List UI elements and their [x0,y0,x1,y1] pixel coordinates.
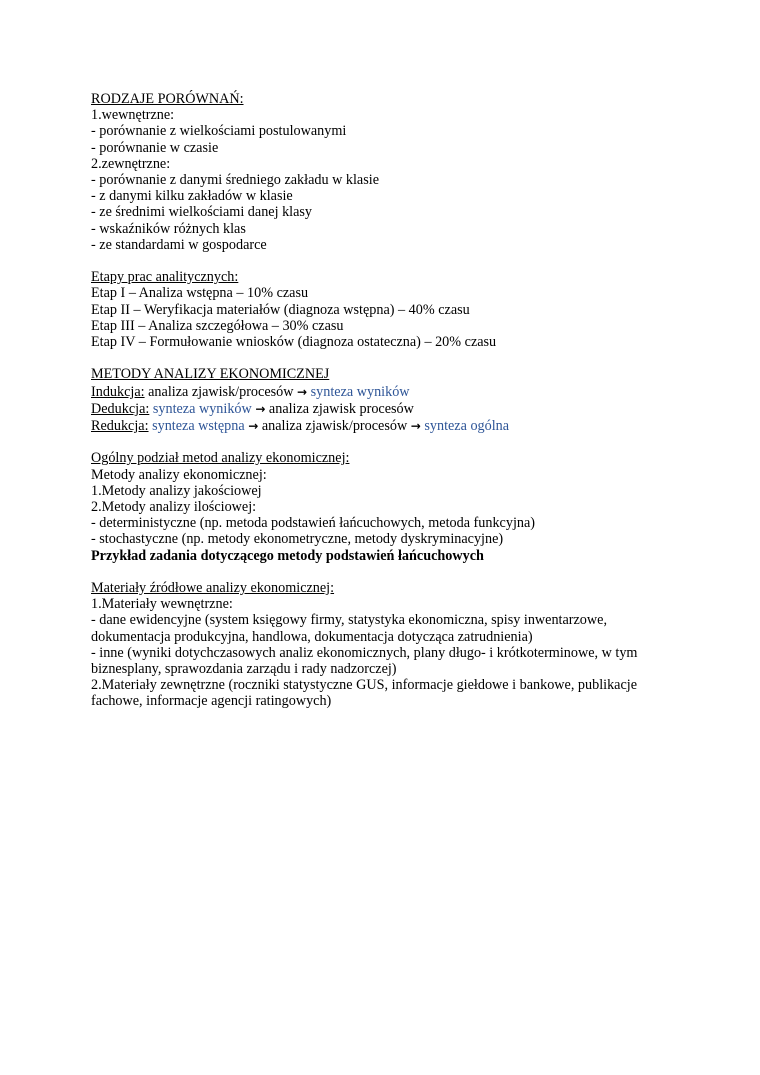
section-heading-materialy: Materiały źródłowe analizy ekonomicznej: [91,580,335,597]
spacer [91,434,651,450]
redukcja-step-b: analiza zjawisk/procesów [261,418,408,435]
document-content [91,91,651,710]
dedukcja-line [91,401,651,417]
stage-line: Etap I – Analiza wstępna – 10% czasu [91,285,309,302]
redukcja-line [91,418,651,434]
text-line: 2.Metody analizy ilościowej: [91,499,257,516]
section-heading-podzial: Ogólny podział metod analizy ekonomicznej: [91,450,350,467]
text-line: 1.Metody analizy jakościowej [91,482,262,499]
text-line: 1.wewnętrzne: [91,107,175,124]
section-heading-metody: METODY ANALIZY EKONOMICZNEJ [91,366,330,383]
dedukcja-label: Dedukcja: [91,400,150,417]
list-item: - porównanie z danymi średniego zakładu w klasie [91,172,379,189]
list-item: - stochastyczne (np. metody ekonometryczne, metody dyskryminacyjne) [91,531,504,548]
list-item: - inne (wyniki dotychczasowych analiz ekonomicznych, plany długo- i krótkoterminowe, w tym biznesplany, sprawozdania zarządu i rady nadzorczej) [91,644,638,678]
arrow-right-icon: → [410,419,421,434]
list-item: - wskaźników różnych klas [91,220,246,237]
list-item: - ze średnimi wielkościami danej klasy [91,204,313,221]
stage-line: Etap II – Weryfikacja materiałów (diagnoza wstępna) – 40% czasu [91,301,470,318]
section-heading-etapy: Etapy prac analitycznych: [91,269,239,286]
indukcja-step-a: analiza zjawisk/procesów [148,383,294,400]
redukcja-step-a: synteza wstępna [152,418,245,435]
stage-line: Etap IV – Formułowanie wniosków (diagnoza ostateczna) – 20% czasu [91,334,497,351]
list-item: - ze standardami w gospodarce [91,236,267,253]
list-item: - dane ewidencyjne (system księgowy firmy, statystyka ekonomiczna, spisy inwentarzowe, dokumentacja produkcyjna, handlowa, dokumentacja dotycząca zatrudnienia) [91,612,607,645]
example-task-heading: Przykład zadania dotyczącego metody podstawień łańcuchowych [91,547,484,564]
text-line: 1.Materiały wewnętrzne: [91,596,233,613]
list-item: - z danymi kilku zakładów w klasie [91,188,293,205]
dedukcja-step-b: analiza zjawisk procesów [268,400,414,417]
spacer [91,564,651,580]
text-line: 2.zewnętrzne: [91,155,171,172]
text-line: Metody analizy ekonomicznej: [91,466,267,483]
section-heading-rodzaje-porownan: RODZAJE PORÓWNAŃ: [91,91,244,107]
indukcja-label: Indukcja: [91,383,145,400]
redukcja-label: Redukcja: [91,418,149,435]
indukcja-step-b: synteza wyników [310,383,410,400]
dedukcja-step-a: synteza wyników [152,400,252,417]
stage-line: Etap III – Analiza szczegółowa – 30% czasu [91,317,344,334]
spacer [91,350,651,366]
list-item: - porównanie z wielkościami postulowanymi [91,123,347,140]
list-item: - porównanie w czasie [91,139,219,156]
arrow-right-icon: → [255,401,266,416]
spacer [91,253,651,269]
text-line: 2.Materiały zewnętrzne (roczniki statystyczne GUS, informacje giełdowe i bankowe, publikacje fachowe, informacje agencji ratingowych) [91,677,638,710]
list-item: - deterministyczne (np. metoda podstawień łańcuchowych, metoda funkcyjna) [91,515,535,532]
arrow-right-icon: → [248,419,259,434]
indukcja-line [91,384,651,400]
redukcja-step-c: synteza ogólna [424,418,510,435]
arrow-right-icon: → [297,384,308,399]
